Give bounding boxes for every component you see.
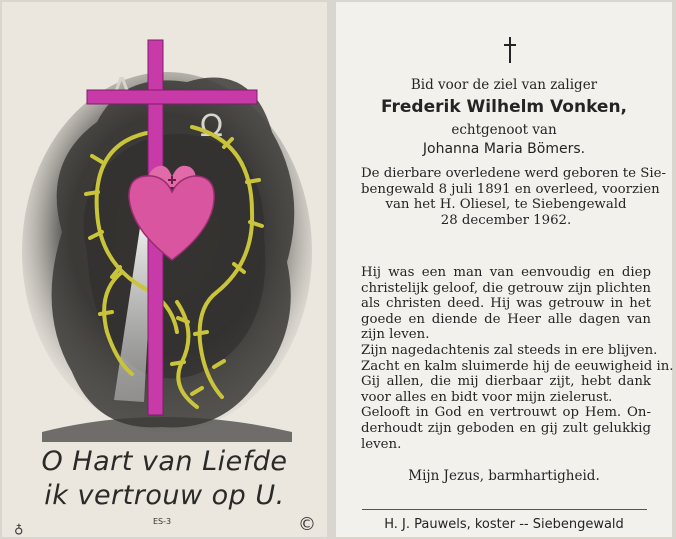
memorial-line: voor alles en bidt voor mijn zielerust. <box>361 389 613 405</box>
deceased-name: Frederik Wilhelm Vonken, <box>380 97 628 117</box>
corner-mark-right: © <box>298 514 316 535</box>
memorial-line: derhoudt zijn geboden en gij zult gelukkig <box>361 420 651 436</box>
spouse-label: echtgenoot van <box>451 122 557 138</box>
corner-mark-left: ♁ <box>14 522 24 537</box>
memorial-line: als christen deed. Hij was getrouw in het <box>361 296 651 312</box>
memorial-line: leven. <box>361 436 402 452</box>
biography-line: 28 december 1962. <box>440 212 572 228</box>
prayer-request: Bid voor de ziel van zaliger <box>410 77 598 93</box>
memorial-line: Zacht en kalm sluimerde hij de eeuwigheid in. <box>361 358 674 374</box>
biography-line: van het H. Oliesel, te Siebengewald <box>385 197 627 213</box>
print-code: ES-3 <box>153 517 172 526</box>
omega-letter: Ω <box>200 109 223 144</box>
memorial-line: Zijn nagedachtenis zal steeds in ere blijven. <box>361 342 658 358</box>
memorial-text-card <box>336 2 672 537</box>
memorial-paragraph <box>361 265 674 452</box>
memorial-line: Gelooft in God en vertrouwt op Hem. On- <box>361 405 651 421</box>
biography-line: bengewald 8 juli 1891 en overleed, voorzien <box>361 181 660 197</box>
printer-credit: H. J. Pauwels, koster -- Siebengewald <box>384 517 624 532</box>
memorial-line: Gij allen, die mij dierbaar zijt, hebt dank <box>361 374 651 390</box>
cross-icon <box>504 37 516 63</box>
ground <box>42 417 292 442</box>
biography-line: De dierbare overledene werd geboren te Sie- <box>361 166 666 181</box>
memorial-line: goede en diende de Heer alle dagen van <box>361 311 651 327</box>
memorial-line: zijn leven. <box>361 327 430 343</box>
closing-prayer: Mijn Jezus, barmhartigheid. <box>408 468 600 484</box>
biography-paragraph <box>361 166 666 228</box>
memorial-line: christelijk geloof, die getrouw zijn plichten <box>361 280 651 296</box>
spouse-name: Johanna Maria Bömers. <box>422 141 586 157</box>
motto-line-1: O Hart van Liefde <box>41 446 288 477</box>
motto-line-2: ik vertrouw op U. <box>44 480 285 511</box>
devotional-picture-card <box>2 2 327 537</box>
divider <box>362 509 647 510</box>
memorial-line: Hij was een man van eenvoudig en diep <box>361 265 651 280</box>
